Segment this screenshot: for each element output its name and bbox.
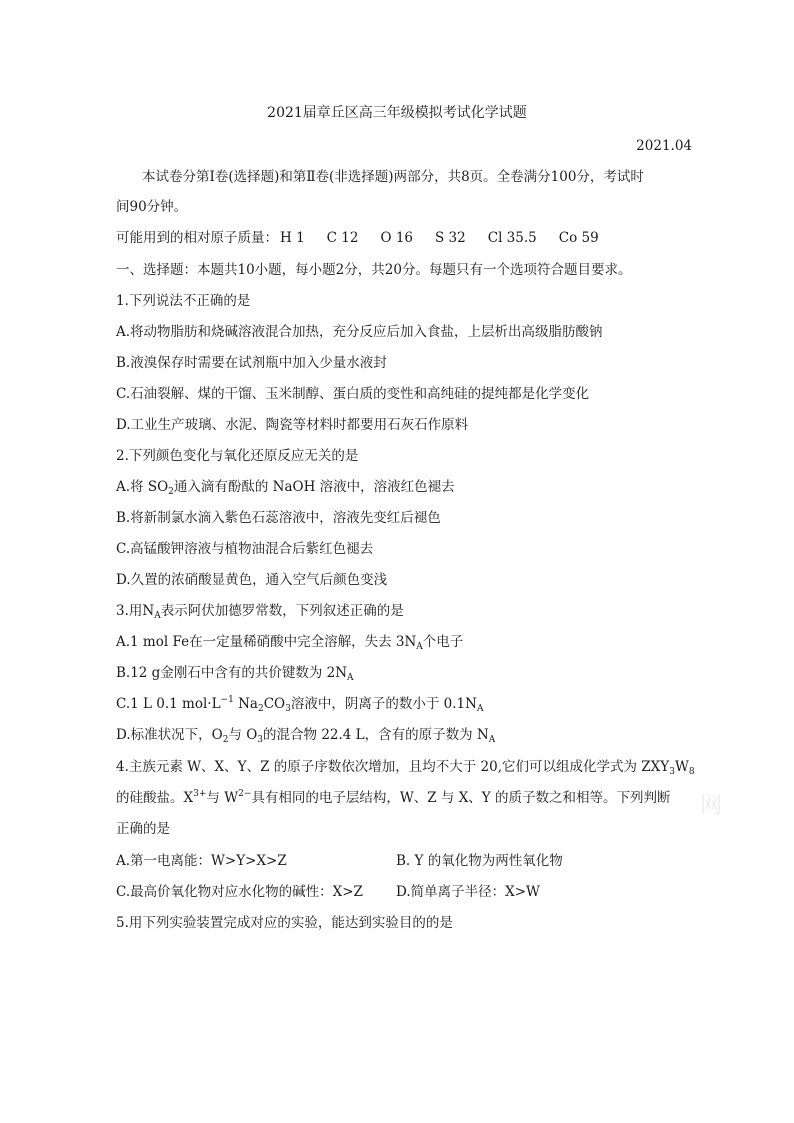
intro-line-2: 间90分钟。 bbox=[116, 199, 188, 215]
section-heading: 一、选择题：本题共10小题，每小题2分，共20分。每题只有一个选项符合题目要求。 bbox=[116, 262, 632, 278]
q4-stem-line-2: 的硅酸盐。$X^{3+}$与 $W^{2-}$具有相同的电子层结构，W、Z 与 X、Y 的质子数之和相等。下列判断 bbox=[116, 789, 671, 806]
atomic-mass-s: S 32 bbox=[435, 230, 466, 246]
atomic-mass-o: O 16 bbox=[380, 230, 414, 246]
atomic-mass-label: 可能用到的相对原子质量： bbox=[116, 230, 278, 246]
q3-option-b: B.12 g金刚石中含有的共价键数为 $2N_A$ bbox=[116, 665, 354, 683]
q3-option-a: A.1 mol Fe在一定量稀硝酸中完全溶解，失去 $3N_A$个电子 bbox=[116, 634, 464, 652]
q1-option-d: D.工业生产玻璃、水泥、陶瓷等材料时都要用石灰石作原料 bbox=[116, 417, 469, 433]
watermark: 网 bbox=[700, 794, 723, 819]
q4-option-c: C.最高价氧化物对应水化物的碱性：X>Z bbox=[116, 884, 363, 900]
q3-option-d: D.标准状况下，$O_2$与 $O_3$的混合物 22.4 L，含有的原子数为 $N_A$ bbox=[116, 727, 496, 745]
q1-option-c: C.石油裂解、煤的干馏、玉米制醇、蛋白质的变性和高纯硅的提纯都是化学变化 bbox=[116, 386, 590, 402]
q4-stem-line-1: 4.主族元素 W、X、Y、Z 的原子序数依次增加，且均不大于 20,它们可以组成化学式为 $ZXY_3W_8$ bbox=[116, 759, 695, 777]
q3-stem: 3.用$N_A$表示阿伏加德罗常数，下列叙述正确的是 bbox=[116, 603, 404, 621]
q2-option-d: D.久置的浓硝酸显黄色，通入空气后颜色变浅 bbox=[116, 572, 388, 588]
q4-option-b: B. Y 的氧化物为两性氧化物 bbox=[396, 853, 563, 869]
exam-title: 2021届章丘区高三年级模拟考试化学试题 bbox=[267, 105, 527, 121]
atomic-mass-cl: Cl 35.5 bbox=[487, 230, 537, 246]
q2-option-c: C.高锰酸钾溶液与植物油混合后紫红色褪去 bbox=[116, 541, 374, 557]
q2-stem: 2.下列颜色变化与氧化还原反应无关的是 bbox=[116, 448, 359, 464]
q1-option-a: A.将动物脂肪和烧碱溶液混合加热，充分反应后加入食盐，上层析出高级脂肪酸钠 bbox=[116, 324, 603, 340]
q1-stem: 1.下列说法不正确的是 bbox=[116, 293, 251, 309]
atomic-mass-co: Co 59 bbox=[558, 230, 599, 246]
q3-option-c: C.1 L 0.1 $mol\cdot L^{-1}$ $Na_2CO_3$溶液中，阴离子的数小于 $0.1N_A$ bbox=[116, 695, 484, 714]
q5-stem: 5.用下列实验装置完成对应的实验，能达到实验目的的是 bbox=[116, 915, 453, 931]
exam-date: 2021.04 bbox=[636, 138, 692, 154]
atomic-mass-line bbox=[116, 228, 599, 248]
q4-option-d: D.简单离子半径：X>W bbox=[396, 884, 540, 900]
q1-option-b: B.液溴保存时需要在试剂瓶中加入少量水液封 bbox=[116, 355, 387, 371]
q4-stem-line-3: 正确的是 bbox=[116, 821, 170, 837]
atomic-mass-h: H 1 bbox=[280, 230, 305, 246]
atomic-mass-c: C 12 bbox=[326, 230, 359, 246]
q2-option-a: A.将 $SO_2$通入滴有酚酞的 NaOH 溶液中，溶液红色褪去 bbox=[116, 479, 455, 497]
q2-option-b: B.将新制氯水滴入紫色石蕊溶液中，溶液先变红后褪色 bbox=[116, 510, 441, 526]
intro-line-1: 本试卷分第Ⅰ卷(选择题)和第Ⅱ卷(非选择题)两部分，共8页。全卷满分100分，考试时 bbox=[142, 169, 644, 185]
q4-option-a: A.第一电离能：W>Y>X>Z bbox=[116, 853, 287, 869]
